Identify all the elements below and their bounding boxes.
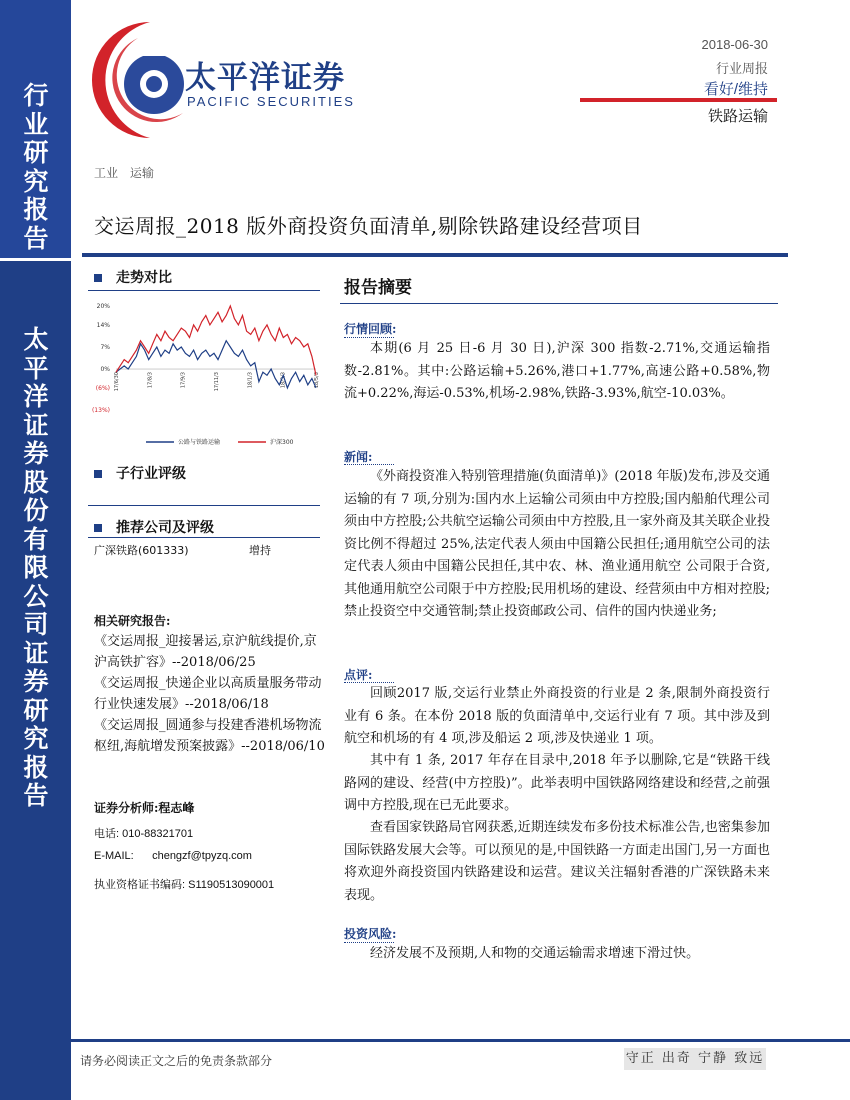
square-bullet-icon (94, 470, 102, 478)
trend-chart (88, 296, 320, 456)
legend-label: 沪深300 (270, 439, 294, 446)
sector-label: 铁路运输 (707, 107, 768, 125)
comment-para-1: 回顾2017 版,交运行业禁止外商投资的行业是 2 条,限制外商投资行业有 6 条。在本份 2018 版的负面清单中,交运行业有 7 项。其中涉及到航空和机场的有 4 项,涉及船运 2 项,涉及快递业 1 项。 (344, 686, 770, 746)
sidebar (0, 0, 71, 1100)
footer-divider (71, 1039, 850, 1042)
legend-label: 公路与铁路运输 (178, 439, 221, 446)
risk-heading: 投资风险: (344, 927, 397, 941)
report-type: 行业周报 (715, 61, 768, 76)
recommend-heading: 推荐公司及评级 (94, 517, 214, 537)
header-accent-bar (580, 98, 777, 102)
news-text: 《外商投资准入特别管理措施(负面清单)》(2018 年版)发布,涉及交通运输的有 7 项,分别为:国内水上运输公司须由中方控股;国内船舶代理公司须由中方控股;公共航空运输公司须由中方控股,且一家外商及其关联企业投资比例不得超过 25%,法定代表人须由中国籍公民担任;通用航空公司的法定代表人须由中国籍公民担任,其中农、林、渔业通用航空 公司限于合资,其他通用航空公司限于中方控股;民用机场的建设、经营须由中方相对控股;禁止投资空中交通管制;禁止投资邮政公司、信件的国内快递业务; (344, 469, 770, 619)
related-report-link[interactable]: 《交运周报_迎接暑运,京沪航线提价,京沪高铁扩容》--2018/06/25 (94, 634, 317, 670)
summary-title: 报告摘要 (344, 278, 412, 298)
stock-rating: 增持 (249, 544, 271, 557)
disclaimer-note: 请务必阅读正文之后的免责条款部分 (80, 1054, 273, 1068)
title-divider (82, 253, 788, 257)
email-link[interactable]: chengzf@tpyzq.com (152, 850, 252, 862)
tag-industry: 工业 (94, 166, 119, 180)
x-tick-label: 18/1/3 (247, 372, 254, 389)
x-tick-label: 18/3/3 (280, 372, 287, 389)
y-tick-label: (13%) (91, 407, 110, 414)
y-tick-label: 14% (96, 321, 110, 329)
tag-transport: 运输 (129, 166, 154, 180)
market-review-heading: 行情回顾: (344, 322, 397, 336)
email-label: E-MAIL: (94, 850, 134, 862)
summary-divider (340, 303, 778, 304)
related-report-link[interactable]: 《交运周报_圆通参与投建香港机场物流枢纽,海航增发预案披露》--2018/06/10 (94, 718, 325, 754)
sidebar-company-name: 太平洋证券股份有限公司证券研究报告 (23, 325, 49, 810)
x-tick-label: 17/9/3 (180, 372, 187, 389)
x-tick-label: 18/5/3 (314, 372, 320, 389)
comment-para-3: 查看国家铁路局官网获悉,近期连续发布多份技术标准公告,也密集参加国际铁路发展大会等。可以预见的是,中国铁路一方面走出国门,另一方面也将欢迎外商投资国内铁路建设和运营。建议关注辐射香港的广深铁路未来表现。 (344, 820, 770, 903)
report-date: 2018-06-30 (701, 37, 768, 52)
industry-rating: 看好/维持 (703, 81, 768, 98)
trend-heading: 走势对比 (94, 267, 172, 287)
recommend-divider (88, 537, 320, 538)
x-tick-label: 17/11/3 (214, 372, 220, 392)
comment-heading: 点评: (344, 668, 373, 682)
analyst-name: 证券分析师:程志峰 (94, 801, 195, 815)
square-bullet-icon (94, 274, 102, 282)
x-tick-label: 17/6/30 (114, 372, 120, 392)
x-tick-label: 17/8/3 (147, 372, 154, 389)
dotted-underline (344, 464, 394, 465)
recommended-stock-row (94, 542, 324, 558)
analyst-phone: 电话: 010-88321701 (94, 828, 194, 840)
sub-industry-heading: 子行业评级 (94, 463, 186, 483)
stock-name: 广深铁路(601333) (94, 544, 189, 557)
sidebar-top-panel (0, 0, 71, 261)
industry-tags (94, 164, 162, 181)
market-review-text: 本期(6 月 25 日-6 月 30 日),沪深 300 指数-2.71%,交通运输指数-2.81%。其中:公路运输+5.26%,港口+1.77%,高速公路+0.58%,物流+0.22%,海运-0.53%,机场-2.98%,铁路-3.93%,航空-10.03%。 (344, 341, 770, 401)
y-tick-label: 0% (100, 366, 110, 374)
risk-text: 经济发展不及预期,人和物的交通运输需求增速下滑过快。 (370, 946, 700, 961)
report-title: 交运周报_2018 版外商投资负面清单,剔除铁路建设经营项目 (94, 214, 643, 238)
y-tick-label: (6%) (95, 384, 110, 392)
company-motto: 守正 出奇 宁静 致远 (624, 1048, 766, 1070)
y-tick-label: 7% (100, 343, 110, 351)
news-heading: 新闻: (344, 450, 373, 464)
y-tick-label: 20% (96, 303, 110, 310)
related-reports-list (94, 631, 328, 757)
comment-para-2: 其中有 1 条, 2017 年存在目录中,2018 年予以删除,它是“铁路干线路网的建设、经营(中方控股)”。此举表明中国铁路网络建设和经营,之前强调中方控股,现在已无此要求。 (344, 753, 770, 813)
analyst-cert-no: 执业资格证书编码: S1190513090001 (94, 879, 275, 891)
sub-industry-divider (88, 505, 320, 506)
trend-divider (88, 290, 320, 291)
sidebar-report-type: 行业研究报告 (23, 81, 49, 253)
related-reports-heading: 相关研究报告: (94, 614, 171, 628)
analyst-email (94, 850, 252, 862)
series-line (116, 306, 316, 375)
logo-en-text: PACIFIC SECURITIES (187, 94, 355, 109)
square-bullet-icon (94, 524, 102, 532)
logo-cn-text: 太平洋证券 (185, 60, 345, 96)
related-report-link[interactable]: 《交运周报_快递企业以高质量服务带动行业快速发展》--2018/06/18 (94, 676, 322, 712)
